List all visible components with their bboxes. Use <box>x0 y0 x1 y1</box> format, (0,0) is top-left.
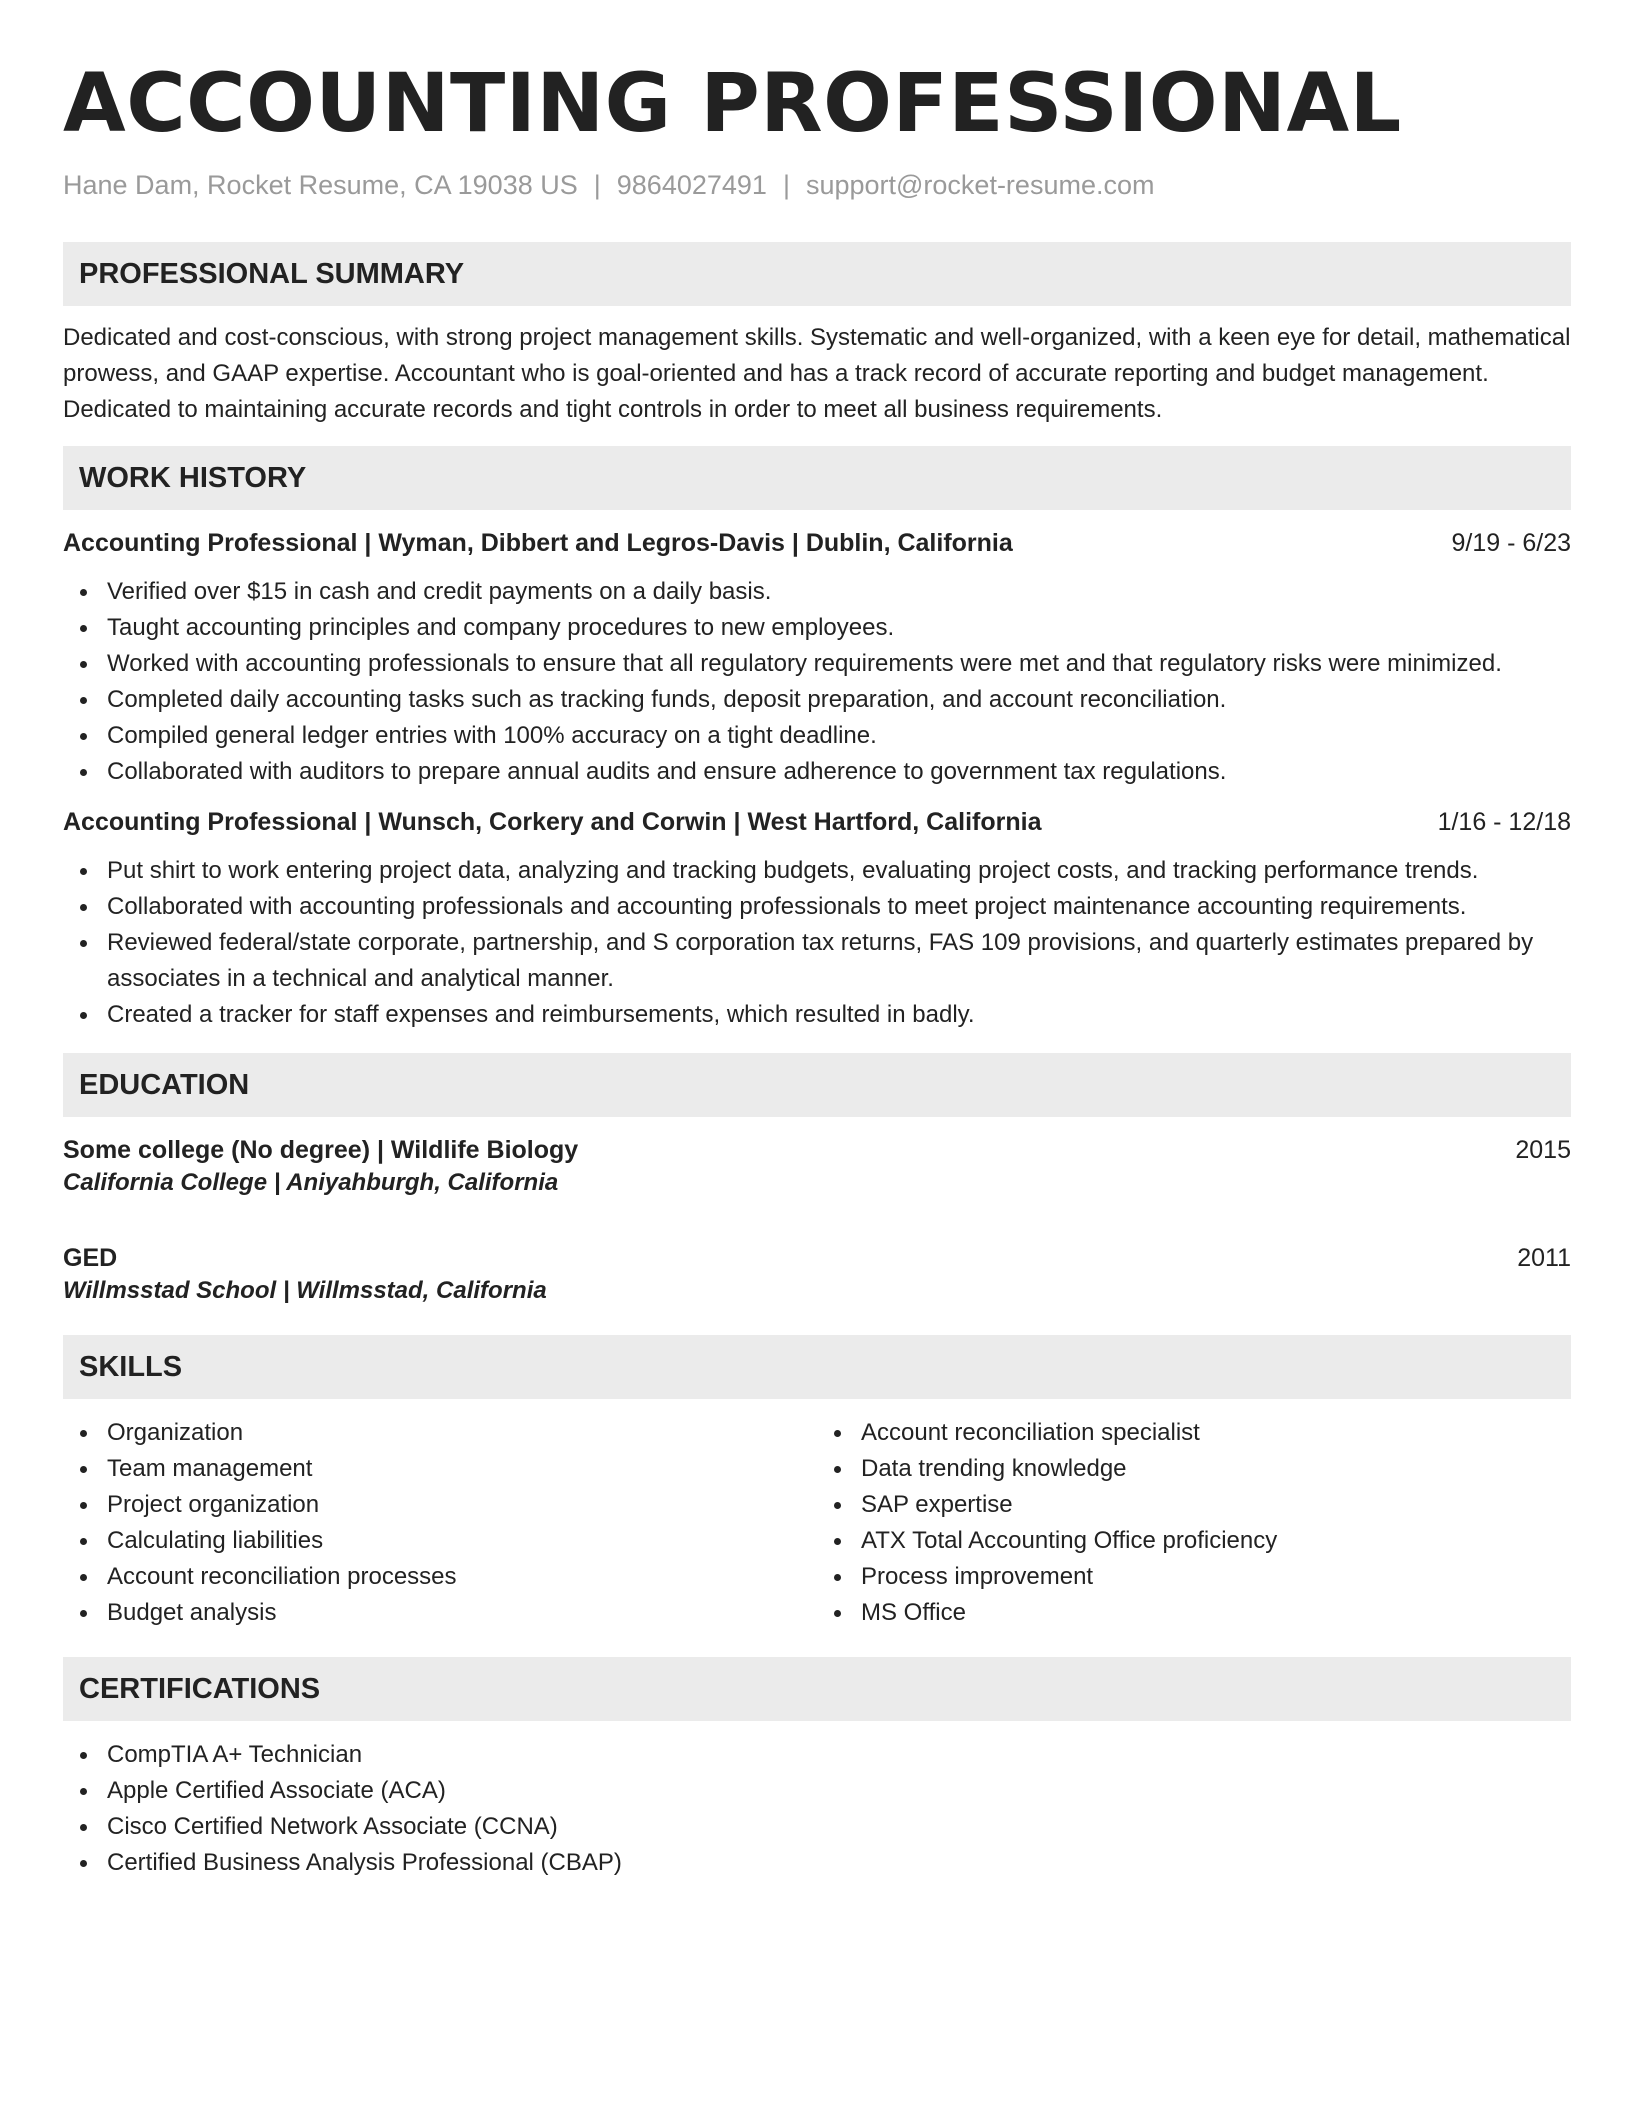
job-bullet: Taught accounting principles and company procedures to new employees. <box>63 610 1571 646</box>
education-entry <box>63 1133 1571 1199</box>
certification-item: Cisco Certified Network Associate (CCNA) <box>63 1809 1571 1845</box>
job-dates: 9/19 - 6/23 <box>1451 529 1571 557</box>
job-bullet: Compiled general ledger entries with 100% accuracy on a tight deadline. <box>63 718 1571 754</box>
skills-grid <box>63 1399 1571 1631</box>
skill-item: Project organization <box>63 1487 817 1523</box>
education-school: Willmsstad School | Willmsstad, California <box>63 1277 547 1304</box>
education-year: 2011 <box>1517 1244 1571 1272</box>
contact-email: support@rocket-resume.com <box>805 170 1155 200</box>
job-header <box>63 805 1571 839</box>
skill-item: MS Office <box>817 1595 1571 1631</box>
skills-list-left <box>63 1415 817 1631</box>
resume-title: ACCOUNTING PROFESSIONAL <box>63 57 1402 151</box>
resume-page <box>63 0 1571 1881</box>
education-school: California College | Aniyahburgh, California <box>63 1169 559 1196</box>
certifications-list <box>63 1737 1571 1881</box>
skill-item: Calculating liabilities <box>63 1523 817 1559</box>
certification-item: Certified Business Analysis Professional (CBAP) <box>63 1845 1571 1881</box>
contact-phone: 9864027491 <box>616 170 767 200</box>
job-bullet: Completed daily accounting tasks such as tracking funds, deposit preparation, and account reconciliation. <box>63 682 1571 718</box>
job-bullet: Worked with accounting professionals to ensure that all regulatory requirements were met and that regulatory risks were minimized. <box>63 646 1571 682</box>
section-header-summary: PROFESSIONAL SUMMARY <box>63 242 1571 306</box>
job-entry <box>63 526 1571 790</box>
contact-line <box>63 168 1571 202</box>
contact-separator: | <box>593 170 601 200</box>
skill-item: Data trending knowledge <box>817 1451 1571 1487</box>
contact-address: Hane Dam, Rocket Resume, CA 19038 US <box>63 170 578 200</box>
job-bullet: Put shirt to work entering project data, analyzing and tracking budgets, evaluating project costs, and tracking performance trends. <box>63 853 1571 889</box>
certification-item: CompTIA A+ Technician <box>63 1737 1571 1773</box>
certification-item: Apple Certified Associate (ACA) <box>63 1773 1571 1809</box>
section-header-education: EDUCATION <box>63 1053 1571 1117</box>
education-header <box>63 1241 1571 1275</box>
skills-list-right <box>817 1415 1571 1631</box>
education-header <box>63 1133 1571 1167</box>
job-entry <box>63 805 1571 1033</box>
education-entry <box>63 1241 1571 1307</box>
job-dates: 1/16 - 12/18 <box>1437 808 1571 836</box>
education-degree: Some college (No degree) | Wildlife Biology <box>63 1136 579 1164</box>
job-bullet: Collaborated with auditors to prepare annual audits and ensure adherence to government tax regulations. <box>63 754 1571 790</box>
job-title: Accounting Professional | Wunsch, Corkery and Corwin | West Hartford, California <box>63 808 1042 836</box>
skill-item: Account reconciliation specialist <box>817 1415 1571 1451</box>
job-bullet: Reviewed federal/state corporate, partnership, and S corporation tax returns, FAS 109 provisions, and quarterly estimates prepared by associates in a technical and analytical manner. <box>63 925 1571 997</box>
summary-text: Dedicated and cost-conscious, with strong project management skills. Systematic and well-organized, with a keen eye for detail, mathematical prowess, and GAAP expertise. Accountant who is goal-oriented and has a track record of accurate reporting and budget management. Dedicated to maintaining accurate records and tight controls in order to meet all business requirements. <box>63 324 1571 423</box>
skill-item: Budget analysis <box>63 1595 817 1631</box>
section-header-work-history: WORK HISTORY <box>63 446 1571 510</box>
job-bullets <box>63 853 1571 1033</box>
contact-separator: | <box>782 170 790 200</box>
education-year: 2015 <box>1515 1136 1571 1164</box>
education-degree: GED <box>63 1244 118 1272</box>
job-bullet: Created a tracker for staff expenses and reimbursements, which resulted in badly. <box>63 997 1571 1033</box>
job-header <box>63 526 1571 560</box>
skill-item: SAP expertise <box>817 1487 1571 1523</box>
job-bullets <box>63 574 1571 790</box>
job-bullet: Collaborated with accounting professionals and accounting professionals to meet project maintenance accounting requirements. <box>63 889 1571 925</box>
skill-item: Account reconciliation processes <box>63 1559 817 1595</box>
section-header-certifications: CERTIFICATIONS <box>63 1657 1571 1721</box>
section-header-skills: SKILLS <box>63 1335 1571 1399</box>
skill-item: Organization <box>63 1415 817 1451</box>
job-bullet: Verified over $15 in cash and credit payments on a daily basis. <box>63 574 1571 610</box>
skill-item: Team management <box>63 1451 817 1487</box>
skill-item: ATX Total Accounting Office proficiency <box>817 1523 1571 1559</box>
job-title: Accounting Professional | Wyman, Dibbert and Legros-Davis | Dublin, California <box>63 529 1013 557</box>
skill-item: Process improvement <box>817 1559 1571 1595</box>
